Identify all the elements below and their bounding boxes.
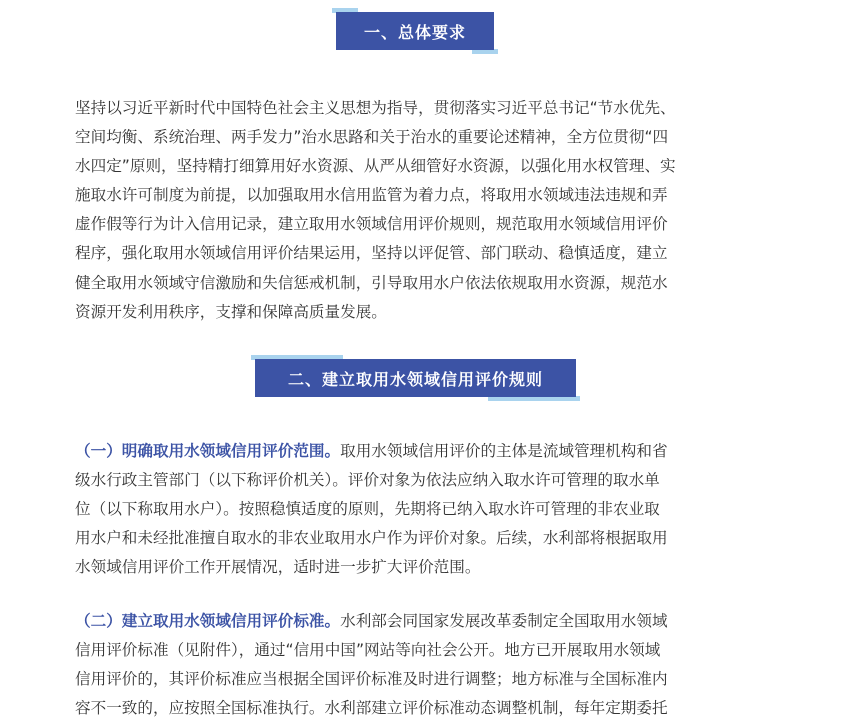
section-heading-2: 二、建立取用水领域信用评价规则 xyxy=(255,359,576,397)
paragraph-line: 信用评价的，其评价标准应当根据全国评价标准及时进行调整；地方标准与全国标准内 xyxy=(75,670,668,689)
paragraph-lead-heading: （二）建立取用水领域信用评价标准。 xyxy=(75,612,341,630)
section-heading-1: 一、总体要求 xyxy=(336,12,494,50)
overall-requirements-paragraph xyxy=(75,94,765,327)
paragraph-line: 位（以下称取用水户）。按照稳慎适度的原则，先期将已纳入取水许可管理的非农业取 xyxy=(75,500,660,519)
paragraph-line: 程序，强化取用水领域信用评价结果运用，坚持以评促管、部门联动、稳慎适度，建立 xyxy=(75,244,668,263)
section-heading-banner-1 xyxy=(336,12,494,50)
paragraph-line: 用水户和未经批准擅自取水的非农业取用水户作为评价对象。后续，水利部将根据取用 xyxy=(75,529,668,548)
paragraph-line: 容不一致的，应按照全国标准执行。水利部建立评价标准动态调整机制，每年定期委托 xyxy=(75,699,668,718)
paragraph-line: 级水行政主管部门（以下称评价机关）。评价对象为依法应纳入取水许可管理的取水单 xyxy=(75,471,660,490)
evaluation-standard-paragraph xyxy=(75,607,765,723)
paragraph-line: 信用评价标准（见附件），通过“信用中国”网站等向社会公开。地方已开展取用水领域 xyxy=(75,641,661,660)
paragraph-lead-heading: （一）明确取用水领域信用评价范围。 xyxy=(75,442,341,460)
paragraph-line: 虚作假等行为计入信用记录，建立取用水领域信用评价规则，规范取用水领域信用评价 xyxy=(75,215,668,234)
paragraph-line: 水四定”原则，坚持精打细算用好水资源、从严从细管好水资源，以强化用水权管理、实 xyxy=(75,157,676,176)
paragraph-line: 资源开发利用秩序，支撑和保障高质量发展。 xyxy=(75,302,387,321)
paragraph-line xyxy=(75,607,765,636)
paragraph-line: 空间均衡、系统治理、两手发力”治水思路和关于治水的重要论述精神，全方位贯彻“四 xyxy=(75,128,669,147)
paragraph-line: 施取水许可制度为前提，以加强取用水信用监管为着力点，将取用水领域违法违规和弄 xyxy=(75,186,668,205)
paragraph-line: 水领域信用评价工作开展情况，适时进一步扩大评价范围。 xyxy=(75,558,481,577)
paragraph-line: 健全取用水领域守信激励和失信惩戒机制，引导取用水户依法依规取用水资源，规范水 xyxy=(75,273,668,292)
paragraph-line: 坚持以习近平新时代中国特色社会主义思想为指导，贯彻落实习近平总书记“节水优先、 xyxy=(75,99,676,117)
paragraph-line-text: 取用水领域信用评价的主体是流域管理机构和省 xyxy=(340,442,668,460)
paragraph-line-text: 水利部会同国家发展改革委制定全国取用水领域 xyxy=(340,612,668,630)
paragraph-line xyxy=(75,437,765,466)
section-heading-banner-2 xyxy=(255,359,576,397)
evaluation-scope-paragraph xyxy=(75,437,765,582)
